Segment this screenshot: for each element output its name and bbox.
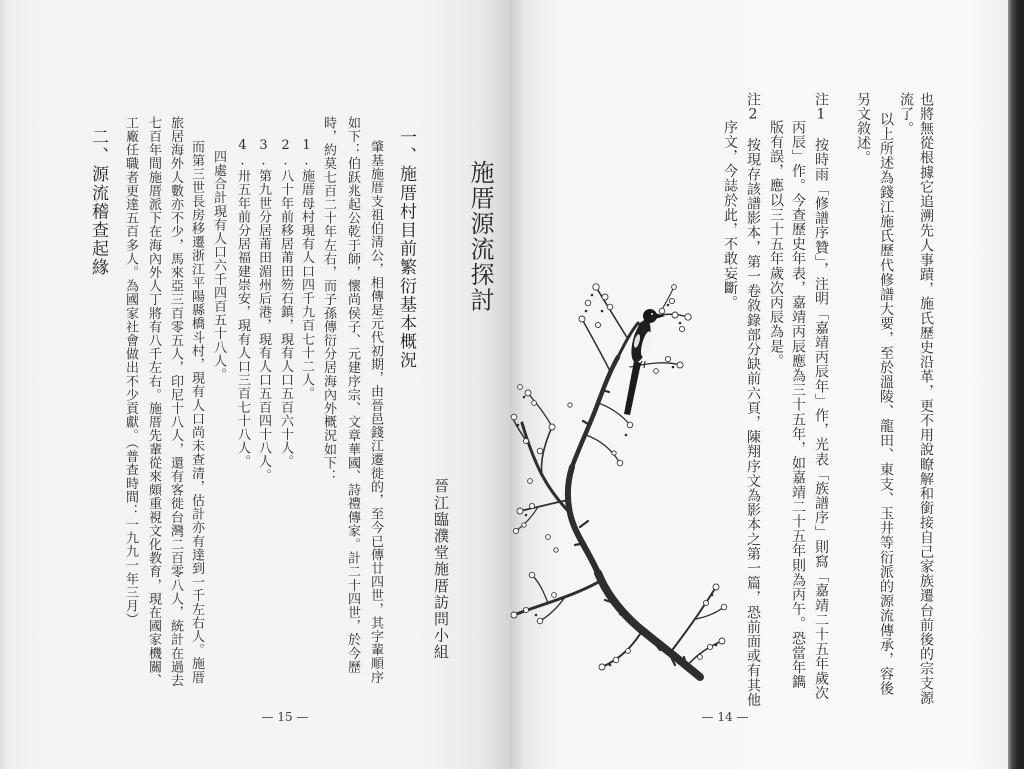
footnote-1: 注1 按時雨「修譜序贊」，注明「嘉靖丙辰年」作，光表「族譜序」則寫「嘉靖二十五年歲次 bbox=[813, 92, 829, 701]
plum-blossom bbox=[659, 308, 665, 314]
plum-blossom bbox=[698, 655, 703, 660]
plum-blossom bbox=[517, 508, 523, 514]
magpie-head bbox=[643, 309, 657, 323]
text-column: 肇基施厝支祖伯清公，相傳是元代初期，由晉邑錢江遷徙的，至今已傳廿四世，其字輩順序 bbox=[368, 140, 383, 684]
plum-bud bbox=[667, 304, 670, 307]
plum-blossom bbox=[532, 401, 537, 406]
plum-blossom bbox=[612, 451, 616, 455]
plum-bud bbox=[535, 614, 538, 617]
plum-blossom bbox=[511, 612, 517, 618]
plum-blossom bbox=[669, 298, 674, 303]
plum-blossom bbox=[613, 657, 619, 663]
text-column: 如下：伯跃兆起公乾于師，懷尚侯子、元建序宗、文章華國、詩禮傳家。計二十四世，於今歷 bbox=[345, 116, 360, 674]
plum-blossom bbox=[522, 523, 526, 527]
twig bbox=[586, 435, 620, 463]
text-column: 時，約莫七百二十年左右，而子孫傳衍分居海內外概況如下： bbox=[321, 116, 336, 484]
plum-bud bbox=[517, 424, 520, 427]
plum-bud bbox=[601, 310, 604, 313]
plum-blossom bbox=[617, 460, 623, 466]
plum-bud bbox=[609, 664, 612, 667]
plum-bud bbox=[715, 644, 718, 647]
plum-blossom bbox=[672, 285, 677, 290]
plum-blossom bbox=[523, 438, 528, 443]
twig bbox=[696, 607, 724, 619]
plum-blossom bbox=[525, 390, 531, 396]
article-title: 施厝源流探討 bbox=[466, 160, 494, 313]
plum-blossom bbox=[593, 284, 599, 290]
right-page bbox=[510, 0, 1008, 769]
text-column: 工廠任職者更達五百多人。為國家社會做出不少貢獻。（普查時間：一九九一年三月） bbox=[123, 116, 138, 627]
plum-blossom bbox=[713, 584, 719, 590]
plum-blossom bbox=[626, 649, 631, 654]
plum-blossom bbox=[685, 314, 691, 320]
list-item: 3.第九世分居莆田湄州后港，現有人口五百四十八人。 bbox=[256, 138, 271, 482]
plum-blossom bbox=[537, 448, 543, 454]
footnote-2: 注2 按現存該譜影本，第一卷敘錄部分缺前六頁，陳翔序文為影本之第一篇，恐前面或有其他 bbox=[745, 92, 761, 708]
plum-blossom bbox=[721, 604, 727, 610]
footnote-1-continued: 版有誤，應以三十五年歲次丙辰為是。 bbox=[768, 120, 784, 369]
twig bbox=[532, 575, 548, 603]
section-2-heading: 二、源流稽查起緣 bbox=[88, 128, 108, 277]
plum-bud bbox=[535, 460, 538, 463]
plum-blossom bbox=[654, 369, 659, 374]
twig bbox=[528, 393, 552, 427]
twig bbox=[520, 500, 568, 511]
right-twig bbox=[670, 587, 716, 653]
text-column: 以上所述為錢江施氏歷代修譜大要，至於溫陵、龍田、東支、玉井等衍派的源流傳承，容後 bbox=[878, 112, 894, 696]
footnote-1-continued: 丙辰」作。今查歷史年表，嘉靖丙辰應為三十五年，如嘉靖二十五年則為丙午。恐當年鐫 bbox=[790, 120, 806, 690]
plum-blossom bbox=[707, 644, 712, 649]
text-column: 而第三世長房移遷浙江平陽縣橋斗村，現有人口尚未查清，估計亦有達到一千左右人。施厝 bbox=[189, 140, 204, 684]
plum-bud bbox=[711, 594, 714, 597]
plum-blossom bbox=[518, 385, 523, 390]
plum-blossom bbox=[546, 535, 551, 540]
magpie-tail bbox=[624, 361, 641, 415]
plum-blossom bbox=[549, 424, 555, 430]
list-item: 1.施厝母村現有人口四千九百七十二人。 bbox=[299, 138, 314, 401]
plum-blossom bbox=[599, 664, 605, 670]
book-cover-edge bbox=[1008, 0, 1024, 769]
text-column: 七百年間施厝派下在海內外人丁將有八千左右。施厝先輩從來頗重視文化教育，現在國家機關、 bbox=[146, 116, 161, 688]
plum-bud bbox=[519, 612, 522, 615]
left-page bbox=[0, 0, 510, 769]
magpie-bird bbox=[624, 309, 665, 415]
plum-blossom bbox=[679, 326, 684, 331]
plum-blossom bbox=[529, 572, 535, 578]
plum-bud bbox=[585, 310, 588, 313]
plum-blossom bbox=[665, 356, 670, 361]
page-number: — 15 — bbox=[261, 710, 309, 724]
magpie-plum-painting bbox=[510, 275, 735, 690]
plum-blossom bbox=[672, 312, 678, 318]
plum-blossom bbox=[568, 403, 572, 407]
plum-bud bbox=[679, 322, 682, 325]
magpie-eye bbox=[651, 313, 653, 315]
plum-bud bbox=[525, 514, 528, 517]
article-author: 晉江臨濮堂施厝訪問小組 bbox=[432, 478, 450, 661]
plum-bud bbox=[672, 366, 675, 369]
text-column: 旅居海外人數亦不少，馬來亞三百零五人，印尼十八人，還有客徙台灣二百零八人，統計在過去 bbox=[168, 116, 183, 688]
plum-blossom bbox=[579, 316, 585, 322]
twig bbox=[596, 287, 628, 339]
trunk-texture bbox=[575, 390, 688, 671]
plum-blossom bbox=[627, 422, 633, 428]
plum-blossom bbox=[513, 528, 518, 533]
twig bbox=[602, 631, 642, 667]
plum-blossom bbox=[602, 294, 608, 300]
plum-blossom bbox=[554, 548, 558, 552]
plum-blossom bbox=[585, 300, 591, 306]
plum-blossom bbox=[529, 503, 534, 508]
plum-bud bbox=[591, 294, 594, 297]
plum-blossom bbox=[528, 479, 533, 484]
plum-branch bbox=[512, 287, 724, 677]
plum-blossom bbox=[511, 414, 517, 420]
text-column: 流了。 bbox=[898, 92, 914, 136]
list-item: 2.八十年前移居莆田笏石鎮，現有人口五百六十人。 bbox=[278, 138, 293, 469]
list-item: 4.卅五年前分居福建崇安，現有人口三百七十八人。 bbox=[235, 138, 250, 469]
text-column: 也將無從根據它追溯先人事蹟，施氏歷史沿革，更不用說瞭解和銜接自己家族遷台前後的宗支源 bbox=[918, 92, 934, 706]
plum-blossom bbox=[719, 638, 725, 644]
population-total: 四處合計現有人口六千四百五十八人。 bbox=[211, 150, 226, 382]
plum-blossom bbox=[703, 600, 708, 605]
plum-bud bbox=[625, 434, 628, 437]
magpie-beak bbox=[655, 313, 665, 319]
plum-blossom bbox=[677, 362, 683, 368]
page-number: — 14 — bbox=[701, 710, 749, 724]
trunk-middle bbox=[568, 467, 598, 573]
footnote-2-continued: 序文，今誌於此，不敢妄斷。 bbox=[722, 120, 738, 310]
plum-blossom bbox=[552, 593, 557, 598]
plum-blossom bbox=[537, 618, 543, 624]
plum-blossom bbox=[607, 304, 613, 310]
section-1-heading: 一、施厝村目前繁衍基本概況 bbox=[396, 128, 416, 370]
plum-bud bbox=[523, 396, 526, 399]
plum-blossom bbox=[595, 322, 600, 327]
text-column: 另文敘述。 bbox=[855, 92, 871, 165]
plum-blossom bbox=[523, 607, 528, 612]
